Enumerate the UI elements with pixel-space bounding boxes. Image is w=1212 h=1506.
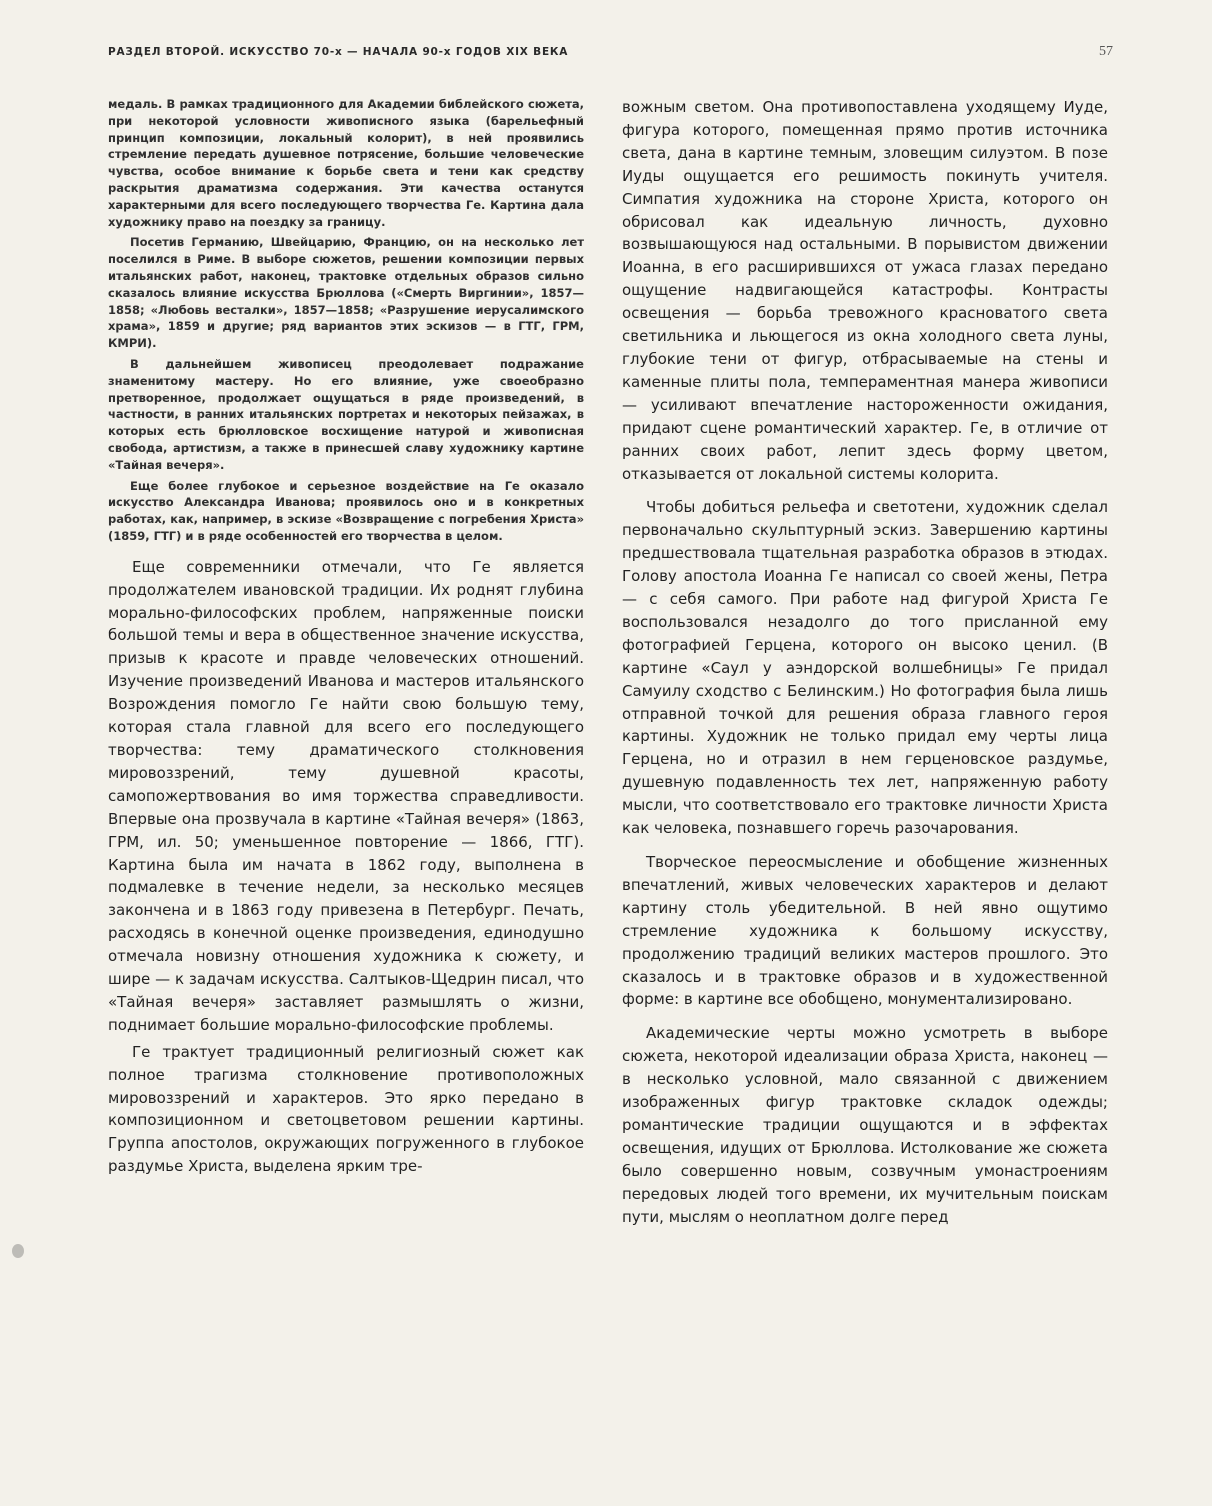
running-header [108, 44, 1113, 64]
small-paragraph-4: Еще более глубокое и серьезное воздействие на Ге оказало искусство Александра Иванова; проявилось оно и в конкретных работах, как, например, в эскизе «Возвращение с погребения Христа» (1859, ГТГ) и в ряде особенностей его творчества в целом. [108, 478, 584, 543]
body-paragraph-4: Чтобы добиться рельефа и светотени, художник сделал первоначально скульптурный эскиз. Завершению картины предшествовала тщательная разработка образов в этюдах. Голову апостола Иоанна Ге написал со своей жены, Петра — с себя самого. При работе над фигурой Христа Ге воспользовался незадолго до того присланной ему фотографией Герцена, которого он высоко ценил. (В картине «Саул у аэндорской волшебницы» Ге придал Самуилу сходство с Белинским.) Но фотография была лишь отправной точкой для решения образа главного героя картины. Художник не только придал ему черты лица Герцена, но и отразил в нем герценовское раздумье, душевную подавленность тех лет, напряженную работу мысли, что соответствовало его трактовке личности Христа как человека, познавшего горечь разочарования. [622, 498, 1108, 838]
small-paragraph-1: медаль. В рамках традиционного для Академии библейского сюжета, при некоторой условности живописного языка (барельефный принцип композиции, локальный колорит), в ней проявились стремление передать душевное потрясение, большие человеческие чувства, особое внимание к борьбе света и тени как средству раскрытия драматизма содержания. Эти качества останутся характерными для всего последующего творчества Ге. Картина дала художнику право на поездку за границу. [108, 97, 584, 229]
section-title: РАЗДЕЛ ВТОРОЙ. ИСКУССТВО 70-х — НАЧАЛА 90-х ГОДОВ XIX ВЕКА [108, 46, 569, 58]
body-paragraph-1: Еще современники отмечали, что Ге является продолжателем ивановской традиции. Их роднят глубина морально-философских проблем, напряженные поиски большой темы и вера в общественное значение искусства, призыв к красоте и правде человеческих отношений. Изучение произведений Иванова и мастеров итальянского Возрождения помогло Ге найти свою большую тему, которая стала главной для всего его последующего творчества: тему драматического столкновения мировоззрений, тему душевной красоты, самопожертвования во имя торжества справедливости. Впервые она прозвучала в картине «Тайная вечеря» (1863, ГРМ, ил. 50; уменьшенное повторение — 1866, ГТГ). Картина была им начата в 1862 году, выполнена в подмалевке в течение недели, за несколько месяцев закончена и в 1863 году привезена в Петербург. Печать, расходясь в конечной оценке произведения, единодушно отмечала новизну отношения художника к сюжету, и шире — к задачам искусства. Салтыков-Щедрин писал, что «Тайная вечеря» заставляет размышлять о жизни, поднимает большие морально-философские проблемы. [108, 557, 584, 1034]
body-paragraph-5: Творческое переосмысление и обобщение жизненных впечатлений, живых человеческих характеров и делают картину столь убедительной. В ней явно ощутимо стремление художника к большому искусству, продолжению традиций великих мастеров прошлого. Это сказалось и в трактовке образов и в художественной форме: в картине все обобщено, монументализировано. [622, 853, 1108, 1009]
left-column [108, 96, 584, 1178]
small-paragraph-2: Посетив Германию, Швейцарию, Францию, он на несколько лет поселился в Риме. В выборе сюжетов, решении композиции первых итальянских работ, наконец, трактовке отдельных образов сильно сказалось влияние искусства Брюллова («Смерть Виргинии», 1857—1858; «Любовь весталки», 1857—1858; «Разрушение иерусалимского храма», 1859 и другие; ряд вариантов этих эскизов — в ГТГ, ГРМ, КМРИ). [108, 235, 584, 351]
body-paragraph-3: вожным светом. Она противопоставлена уходящему Иуде, фигура которого, помещенная прямо против источника света, дана в картине темным, зловещим силуэтом. В позе Иуды ощущается его решимость покинуть учителя. Симпатия художника на стороне Христа, которого он обрисовал как идеальную личность, духовно возвышающуюся над остальными. В порывистом движении Иоанна, в его расширившихся от ужаса глазах передано ощущение надвигающейся катастрофы. Контрасты освещения — борьба тревожного красноватого света светильника и льющегося из окна холодного света луны, глубокие тени от фигур, отбрасываемые на стены и каменные плиты пола, темпераментная манера живописи — усиливают впечатление настороженности ожидания, придают сцене романтический характер. Ге, в отличие от ранних своих работ, лепит здесь форму цветом, отказывается от локальной системы колорита. [622, 98, 1108, 483]
right-column [622, 96, 1108, 1229]
small-paragraph-3: В дальнейшем живописец преодолевает подражание знаменитому мастеру. Но его влияние, уже своеобразно претворенное, продолжает ощущаться в ряде произведений, в частности, в ранних итальянских портретах и некоторых пейзажах, в которых есть брюлловское восхищение натурой и живописная свобода, артистизм, а также в принесшей славу художнику картине «Тайная вечеря». [108, 356, 584, 472]
body-paragraph-2: Ге трактует традиционный религиозный сюжет как полное трагизма столкновение противоположных мировоззрений и характеров. Это ярко передано в композиционном и светоцветовом решении картины. Группа апостолов, окружающих погруженного в глубокое раздумье Христа, выделена ярким тре- [108, 1042, 584, 1176]
body-paragraph-6: Академические черты можно усмотреть в выборе сюжета, некоторой идеализации образа Христа, наконец — в несколько условной, мало связанной с движением изображенных фигур трактовке складок одежды; романтические традиции ощущаются и в эффектах освещения, идущих от Брюллова. Истолкование же сюжета было совершенно новым, созвучным умонастроениям передовых людей того времени, их мучительным поискам пути, мыслям о неоплатном долге перед [622, 1024, 1108, 1226]
page-number: 57 [1099, 44, 1113, 59]
ink-blot-mark [12, 1244, 24, 1258]
